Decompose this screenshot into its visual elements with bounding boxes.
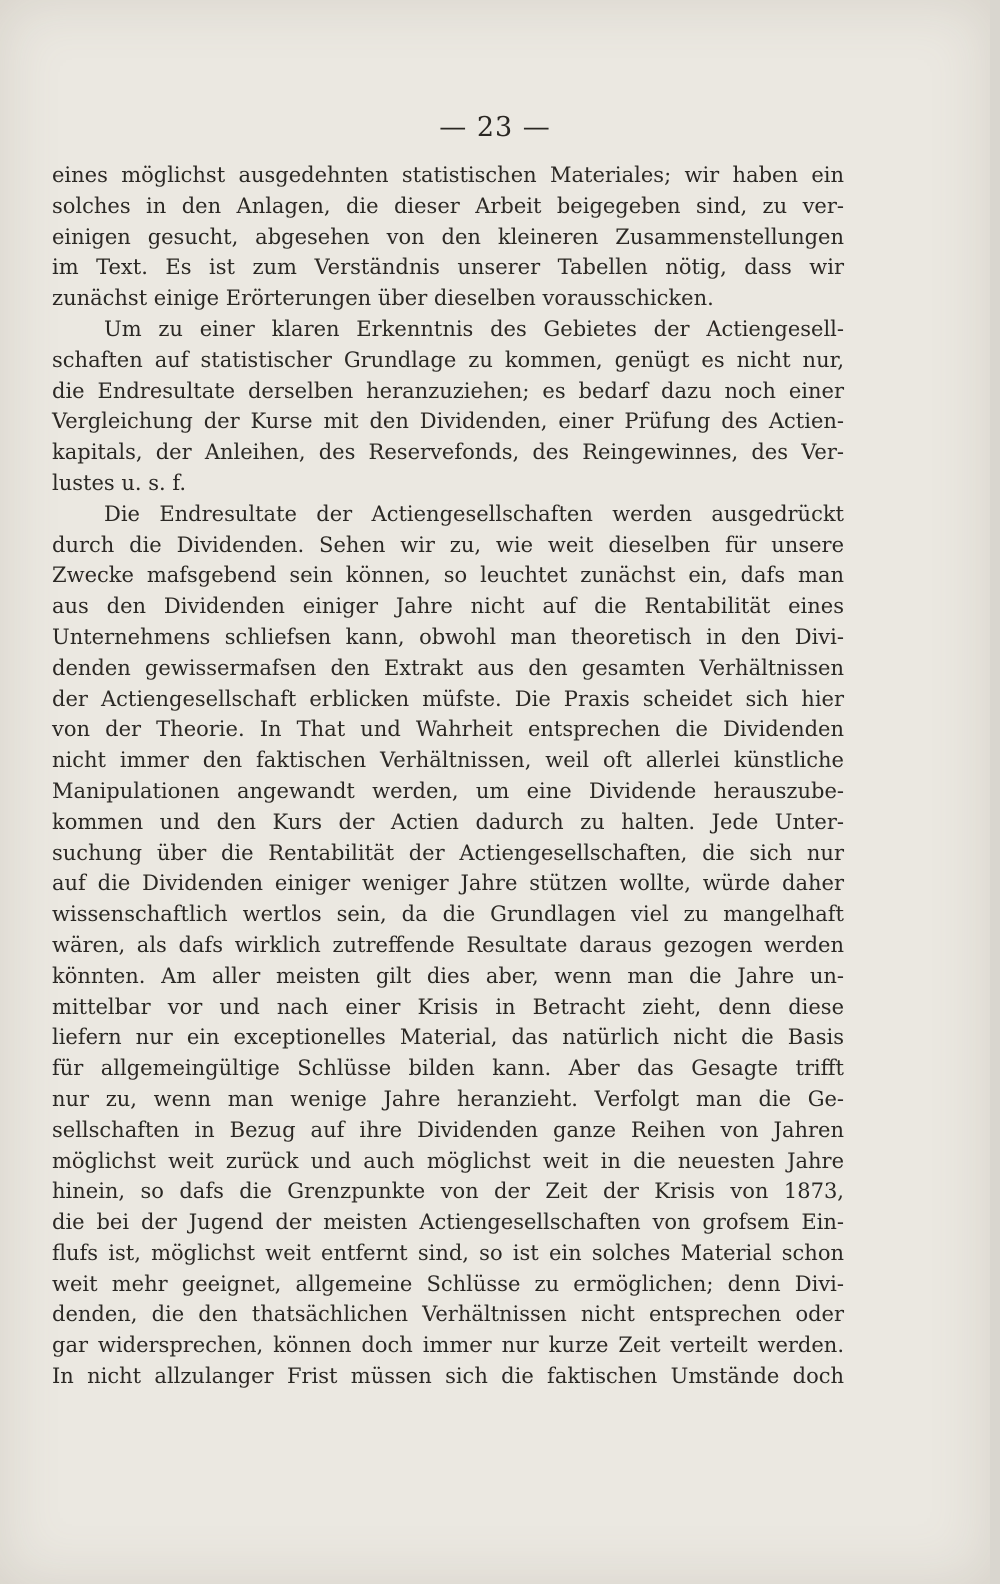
text-line: die Endresultate derselben heranzuziehen; es bedarf dazu noch einer (52, 378, 844, 403)
text-line: In nicht allzulanger Frist müssen sich die faktischen Umstände doch (52, 1364, 844, 1389)
text-line: weit mehr geeignet, allgemeine Schlüsse zu ermöglichen; denn Divi- (52, 1271, 844, 1296)
text-line: solches in den Anlagen, die dieser Arbeit beigegeben sind, zu ver- (52, 193, 844, 218)
text-line: von der Theorie. In That und Wahrheit entsprechen die Dividenden (52, 717, 844, 742)
text-line: suchung über die Rentabilität der Actiengesellschaften, die sich nur (52, 840, 844, 865)
text-line: denden gewissermafsen den Extrakt aus den gesamten Verhältnissen (52, 655, 844, 680)
text-line: Vergleichung der Kurse mit den Dividenden, einer Prüfung des Actien- (52, 409, 844, 434)
body-text (52, 160, 844, 1392)
text-line: könnten. Am aller meisten gilt dies aber, wenn man die Jahre un- (52, 963, 844, 988)
text-line: der Actiengesellschaft erblicken müfste. Die Praxis scheidet sich hier (52, 686, 844, 711)
text-line: möglichst weit zurück und auch möglichst weit in die neuesten Jahre (52, 1148, 844, 1173)
text-line: hinein, so dafs die Grenzpunkte von der Zeit der Krisis von 1873, (52, 1179, 844, 1204)
text-line: Um zu einer klaren Erkenntnis des Gebietes der Actiengesell- (104, 316, 844, 341)
page-number: — 23 — (439, 112, 551, 143)
text-line: im Text. Es ist zum Verständnis unserer Tabellen nötig, dass wir (52, 255, 844, 280)
text-line: für allgemeingültige Schlüsse bilden kann. Aber das Gesagte trifft (52, 1056, 844, 1081)
text-line: aus den Dividenden einiger Jahre nicht auf die Rentabilität eines (52, 594, 844, 619)
text-line: zunächst einige Erörterungen über dieselben vorausschicken. (52, 286, 714, 311)
text-line: gar widersprechen, können doch immer nur kurze Zeit verteilt werden. (52, 1333, 844, 1358)
text-line: nur zu, wenn man wenige Jahre heranzieht. Verfolgt man die Ge- (52, 1086, 844, 1111)
text-line: die bei der Jugend der meisten Actiengesellschaften von grofsem Ein- (52, 1210, 844, 1235)
text-line: Manipulationen angewandt werden, um eine Dividende herauszube- (52, 778, 844, 803)
text-line: auf die Dividenden einiger weniger Jahre stützen wollte, würde daher (52, 871, 844, 896)
text-line: wissenschaftlich wertlos sein, da die Grundlagen viel zu mangelhaft (52, 902, 844, 927)
text-line: kapitals, der Anleihen, des Reservefonds, des Reingewinnes, des Ver- (52, 440, 844, 465)
text-line: liefern nur ein exceptionelles Material, das natürlich nicht die Basis (52, 1025, 844, 1050)
text-line: durch die Dividenden. Sehen wir zu, wie weit dieselben für unsere (52, 532, 844, 557)
text-line: wären, als dafs wirklich zutreffende Resultate daraus gezogen werden (52, 932, 844, 957)
text-line: nicht immer den faktischen Verhältnissen, weil oft allerlei künstliche (52, 748, 844, 773)
text-line: sellschaften in Bezug auf ihre Dividenden ganze Reihen von Jahren (52, 1117, 844, 1142)
text-line: Unternehmens schliefsen kann, obwohl man theoretisch in den Divi- (52, 624, 844, 649)
text-line: schaften auf statistischer Grundlage zu kommen, genügt es nicht nur, (52, 347, 844, 372)
text-line: kommen und den Kurs der Actien dadurch zu halten. Jede Unter- (52, 809, 844, 834)
text-line: Zwecke mafsgebend sein können, so leuchtet zunächst ein, dafs man (52, 563, 844, 588)
text-line: flufs ist, möglichst weit entfernt sind, so ist ein solches Material schon (52, 1240, 844, 1265)
text-line: denden, die den thatsächlichen Verhältnissen nicht entsprechen oder (52, 1302, 844, 1327)
text-line: Die Endresultate der Actiengesellschaften werden ausgedrückt (104, 501, 844, 526)
text-line: mittelbar vor und nach einer Krisis in Betracht zieht, denn diese (52, 994, 844, 1019)
text-line: einigen gesucht, abgesehen von den kleineren Zusammenstellungen (52, 224, 844, 249)
text-line: eines möglichst ausgedehnten statistischen Materiales; wir haben ein (52, 163, 844, 187)
text-line: lustes u. s. f. (52, 470, 187, 495)
